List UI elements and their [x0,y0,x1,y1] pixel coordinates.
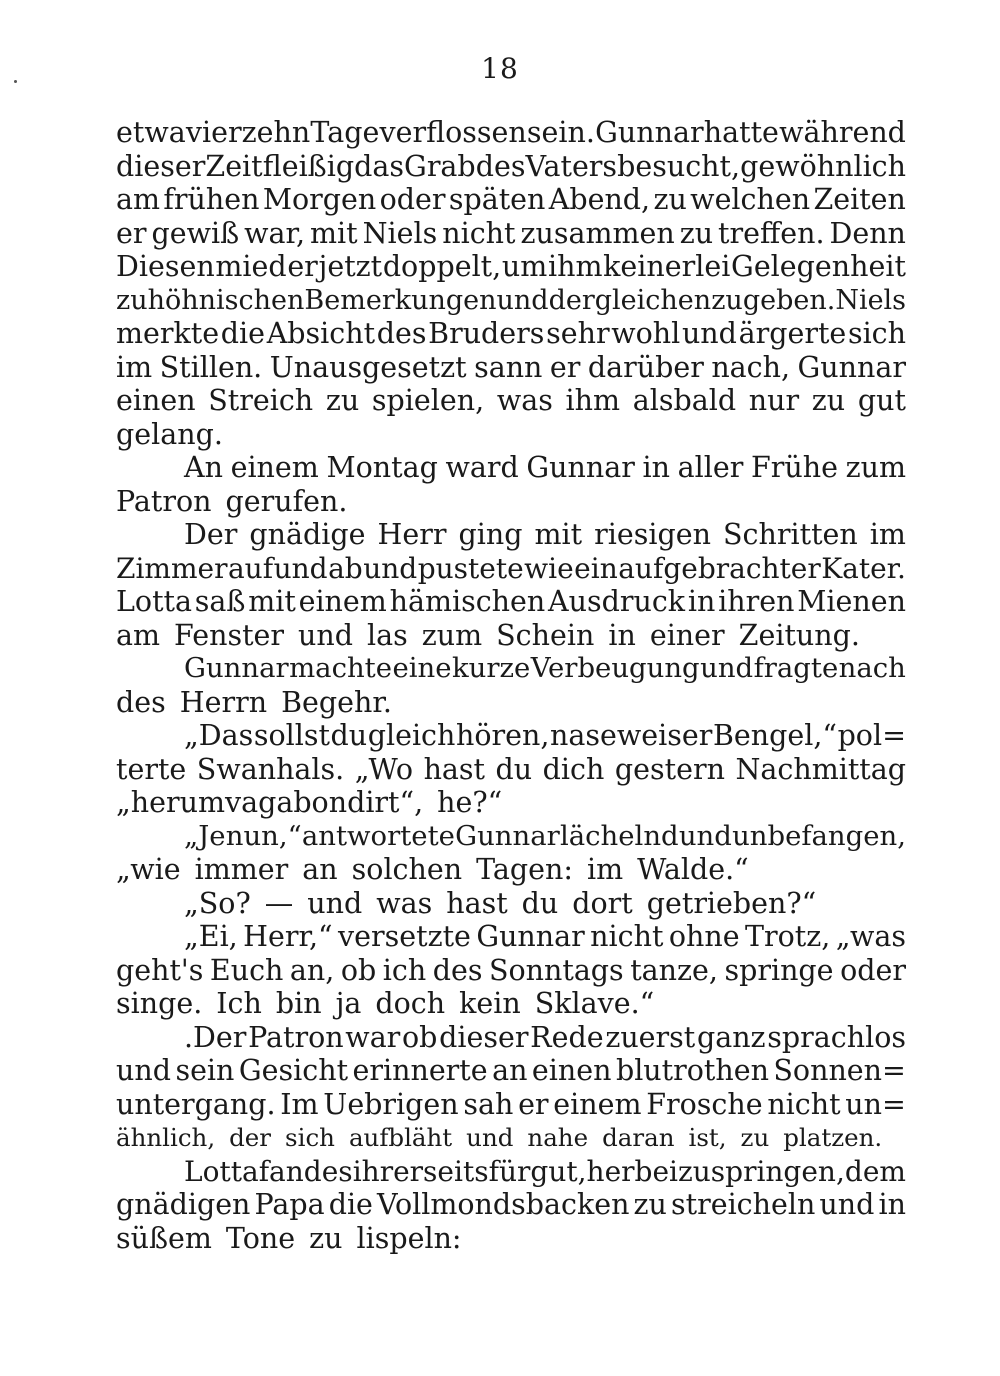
text-line [116,652,906,686]
word: zu [740,1123,770,1152]
word: Sonntags [488,953,624,987]
word: während [779,116,906,149]
word: Bemerkungen [304,284,497,316]
word: an [492,1054,528,1087]
word: Schritten [723,518,858,551]
word: gestern [614,752,725,786]
word: wohl [611,317,681,350]
text-line [116,250,906,284]
text-line [116,820,906,854]
word: „wie [116,853,181,886]
word: dich [542,752,605,786]
word: Nachmittag [735,752,906,786]
word: zu [633,1188,667,1221]
word: nach, [711,350,791,384]
word: zuerst [605,1020,696,1054]
word: dergleichen [548,284,712,316]
text-line [116,116,906,150]
word: ging [458,518,523,551]
word: mit [310,216,358,250]
text-line [116,217,906,251]
word: Papa [254,1188,325,1221]
word: und [363,551,418,585]
word: Gunnar [455,819,560,852]
word: fleißig [262,149,355,183]
word: was [376,886,433,920]
word: einen [531,1054,612,1087]
word: einem [230,451,319,484]
word: sich [285,1123,335,1152]
word: des [376,317,427,350]
word: gewiß [151,216,240,250]
word: Tage [310,116,380,149]
word: „herumvagabondirt“, [116,786,424,819]
word: zum [421,618,483,652]
word: fragte [753,652,839,684]
word: zu [116,284,148,316]
word: Stillen. [159,350,263,384]
word: Euch [209,953,284,987]
word: du [330,719,368,752]
word: getrieben?“ [646,886,817,920]
word: im [869,518,906,551]
word: Zeiten [813,183,906,216]
word: Bruders [428,317,545,350]
word: Sonnen= [773,1054,906,1087]
word: wie [524,551,574,585]
word: ihrerseits [352,1154,489,1188]
word: gut [857,384,906,417]
word: lispeln: [356,1221,462,1255]
word: im [116,350,153,384]
word: sollst [253,719,330,752]
word: in [878,1188,906,1221]
word: Vaters [525,149,618,183]
word: er [518,1087,549,1121]
word: es [321,1154,353,1188]
word: solchen [351,853,463,886]
word: pustete [417,551,524,585]
word: er [549,350,581,384]
word: Patron [248,1020,344,1054]
word: lächelnd [559,819,679,852]
text-line [116,786,906,820]
word: Gunnar [595,116,704,149]
word: auf [227,551,274,585]
word: und [700,652,754,684]
word: Patron [116,484,212,518]
word: war [345,1020,401,1054]
word: um [501,250,548,283]
word: sprachlos [767,1020,906,1054]
word: Tagen: [476,853,573,886]
word: und [466,1123,514,1152]
word: und [819,1188,875,1221]
word: antwortete [301,819,455,852]
word: gewöhnlich [740,149,906,183]
word: oder [379,183,446,216]
word: singe. [116,987,203,1020]
word: tanze, [630,953,718,987]
word: aufgebrachter [618,551,821,585]
word: sah [463,1087,514,1121]
word: Herr [377,518,447,551]
word: Herrn [179,685,268,719]
word: he?“ [437,786,503,819]
text-line [116,686,906,720]
word: späten [448,183,546,216]
text-line [116,887,906,921]
word: erinnerte [352,1054,488,1087]
word: dort [572,886,633,920]
word: herbeizuspringen, [586,1154,845,1188]
text-line [116,518,906,552]
text-line [116,183,906,217]
word: machte [289,652,393,684]
word: Lotta [116,585,192,618]
word: und [298,618,354,652]
word: er [116,216,147,250]
word: Bengel,“ [712,719,837,752]
word: mit [534,518,583,551]
word: und [681,317,737,350]
word: zusammen [520,216,675,250]
word: jetzt [318,250,383,283]
word: ganz [696,1020,766,1054]
word: Denn [829,216,906,250]
word: Frosche [646,1087,763,1121]
word: vierzehn [185,116,311,149]
word: sehr [546,317,610,350]
word: saß [194,585,246,618]
text-line [116,987,906,1021]
word: ihm [565,384,621,417]
word: und [273,551,328,585]
text-line [116,585,906,619]
word: dieser [116,149,206,183]
word: in [687,585,716,618]
word: nun,“ [225,819,302,852]
word: besucht, [617,149,741,183]
word: spielen, [371,384,485,417]
word: gerufen. [225,484,348,518]
word: frühen [163,183,260,216]
word: nicht [767,1087,841,1121]
text-line [116,150,906,184]
word: Rede [530,1020,604,1054]
word: geben. [742,284,836,316]
word: versetzte [338,920,471,953]
word: Unausgesetzt [269,350,467,384]
word: Niels [835,284,906,316]
word: Swanhals. [196,752,345,786]
word: Fenster [174,618,285,652]
word: im [586,853,624,886]
word: „So? [184,886,251,920]
word: doppelt, [382,250,502,283]
word: pol= [837,719,906,752]
page-number: 18 [481,52,519,85]
word: nahe [527,1123,589,1152]
word: hören, [455,719,550,752]
word: Gunnar [184,652,289,684]
word: du [495,752,533,786]
word: eine [392,652,452,684]
word: Streich [208,384,314,417]
word: und [307,886,363,920]
word: fand [258,1154,322,1188]
word: „was [835,920,906,953]
word: blutrothen [615,1054,769,1087]
text-line [116,451,906,485]
word: ob [402,1020,438,1054]
word: darüber [587,350,704,384]
word: An [184,451,223,484]
word: zu [325,384,360,417]
word: hämischen [389,585,546,618]
word: Diesen [116,250,215,283]
word: Ich [216,987,262,1020]
word: aller [677,451,744,484]
word: terte [116,752,187,786]
word: ihren [718,585,795,618]
word: hast [446,886,508,920]
word: Schein [496,618,595,652]
text-line [116,351,906,385]
word: Uebrigen [323,1087,459,1121]
word: Der [184,518,238,551]
word: Sklave.“ [534,987,655,1020]
word: springe [724,953,834,987]
text-line [116,619,906,653]
word: Tone [225,1221,296,1255]
word: des [116,685,166,719]
word: las [367,618,408,652]
word: Morgen [262,183,377,216]
word: Mienen [797,585,906,618]
word: ärgerte [738,317,847,350]
text-line [116,552,906,586]
text-line [116,485,906,519]
word: Zeit [205,149,263,183]
word: sein [175,1054,235,1087]
word: gnädige [249,518,366,551]
word: an, [289,953,335,987]
text-line [116,920,906,954]
word: am [116,618,161,652]
word: „Das [184,719,254,752]
word: er [287,250,318,283]
word: „Ei, [184,920,238,953]
word: Gelegenheit [731,250,906,283]
word: Ausdruck [548,585,686,618]
text-line [116,1222,906,1256]
word: nicht [590,920,664,953]
word: ihm [547,250,603,283]
word: kein [459,987,521,1020]
text-line [116,954,906,988]
word: keinerlei [603,250,731,283]
word: immer [194,853,289,886]
word: ohne [668,920,740,953]
word: nach [838,652,906,684]
word: Verbeugung [530,652,700,684]
word: doch [375,987,446,1020]
word: dieser [439,1020,529,1054]
word: merkte [116,317,220,350]
text-line [116,753,906,787]
word: die [220,317,266,350]
word: Walde.“ [637,853,749,886]
word: naseweiser [550,719,713,752]
word: „Wo [354,752,414,786]
word: bin [275,987,322,1020]
word: Vollmondsbacken [377,1188,630,1221]
word: zu [811,384,846,417]
word: Grab [404,149,476,183]
word: gelang. [116,417,223,451]
word: welchen [690,183,811,216]
text-line [116,284,906,318]
word: gleich [367,719,456,752]
word: einem [553,1087,642,1121]
text-line [116,719,906,753]
word: und [116,1054,171,1087]
word: Herr,“ [243,920,333,953]
text-line [116,418,906,452]
word: geht's [116,953,204,987]
word: die [328,1188,373,1221]
text-line [116,1021,906,1055]
word: Absicht [266,317,376,350]
word: ein [574,551,618,585]
word: ist, [688,1123,727,1152]
word: Frühe [750,451,838,484]
word: ward [445,451,519,484]
text-line [116,384,906,418]
word: Zeitung. [738,618,860,652]
word: daran [602,1123,675,1152]
word: riesigen [594,518,711,551]
word: Begehr. [281,685,392,719]
word: zu [653,183,687,216]
text-line [116,1188,906,1222]
text-line [116,1155,906,1189]
text-line [116,1088,906,1122]
word: was [496,384,553,417]
word: mit [248,585,296,618]
word: aufbläht [348,1123,453,1152]
word: des [432,953,483,987]
word: Trotz, [744,920,831,953]
word: Gunnar [797,350,906,384]
word: Montag [326,451,438,484]
word: streicheln [671,1188,816,1221]
text-line [116,853,906,887]
word: etwa [116,116,186,149]
text-line [116,1121,906,1155]
word: und [496,284,549,316]
word: an [302,853,338,886]
word: treffen. [718,216,825,250]
word: in [608,618,636,652]
word: zu [711,284,743,316]
word: ähnlich, [116,1123,216,1152]
word: Zimmer [116,551,228,585]
word: .Der [184,1020,247,1054]
word: unbefangen, [732,819,906,852]
word: un= [845,1087,906,1121]
word: ab [328,551,363,585]
body-text [116,116,906,1255]
word: hast [423,752,485,786]
word: einer [649,618,725,652]
word: gut, [530,1154,587,1188]
word: das [354,149,404,183]
word: sann [474,350,543,384]
word: einen [116,384,196,417]
word: ja [335,987,362,1020]
word: nicht [442,216,516,250]
word: ob [340,953,377,987]
word: Niels [362,216,438,250]
word: dem [844,1154,906,1188]
word: — [264,886,294,920]
word: zu [309,1221,343,1255]
word: zu [679,216,714,250]
word: Im [280,1087,319,1121]
word: du [521,886,559,920]
word: ich [382,953,427,987]
word: platzen. [783,1123,883,1152]
word: der [229,1123,272,1152]
word: für [488,1154,531,1188]
word: zum [845,451,906,484]
word: am [116,183,161,216]
word: Gesicht [238,1054,349,1087]
word: höhnischen [147,284,305,316]
word: alsbald [632,384,737,417]
word: Kater. [821,551,906,585]
word: des [475,149,526,183]
word: nur [748,384,800,417]
word: Lotta [184,1154,259,1188]
text-line [116,1054,906,1088]
word: hatte [703,116,779,149]
word: Gunnar [476,920,585,953]
word: einem [298,585,387,618]
word: „Je [184,819,226,852]
word: kurze [451,652,531,684]
word: und [678,819,732,852]
text-line [116,317,906,351]
word: untergang. [116,1087,276,1121]
word: sein. [526,116,595,149]
word: Abend, [548,183,651,216]
word: Gunnar [526,451,635,484]
word: verflossen [379,116,527,149]
word: war, [244,216,306,250]
word: gnädigen [116,1188,251,1221]
word: sich [847,317,906,350]
word: süßem [116,1221,212,1255]
word: oder [840,953,906,987]
word: in [642,451,670,484]
word: mied [215,250,287,283]
